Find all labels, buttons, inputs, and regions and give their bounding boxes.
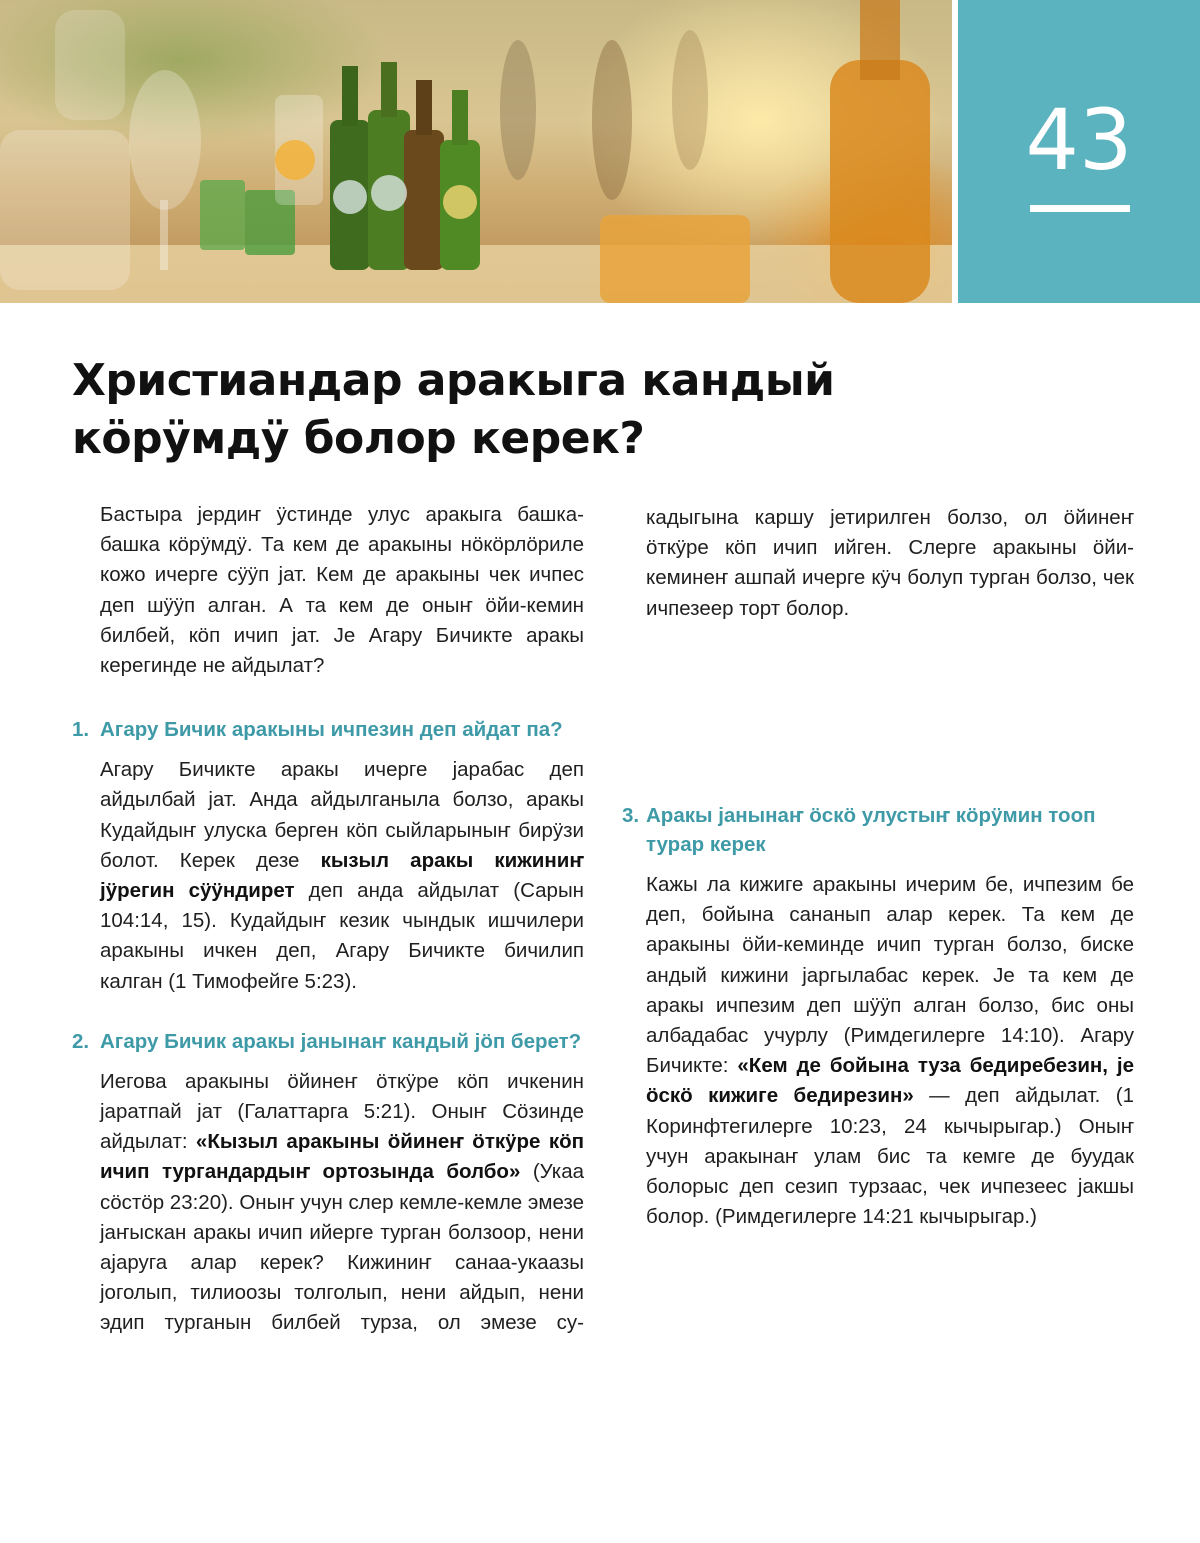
section-2-paragraph: [72, 1067, 584, 1339]
lesson-badge: [958, 0, 1200, 303]
lesson-number-underline: [1030, 205, 1130, 212]
page-title: Христиандар аракыга кандый кӧрӱмдӱ болор керек?: [72, 355, 835, 464]
right-column: [622, 503, 1134, 1232]
section-2-paragraph-left-part: [72, 1067, 584, 1339]
intro-paragraph: Бастыра јердиҥ ӱстинде улус аракыга башка-башка кӧрӱмдӱ. Та кем де аракыны нӧкӧрлӧриле кожо ичерге сӱӱп јат. Кем де аракыны чек ичпес деп шӱӱп алган. А та кем де оныҥ ӧйи-кемин билбей, кӧп ичип јат. Је Агару Бичикте аракы керегинде не айдылат?: [100, 503, 584, 678]
section-1-text-b: деп анда айдылат (Сарын 104:14, 15). Кудайдыҥ кезик чындык ишчилери аракыны ичкен деп, Агару Бичикте бичилип калган (1 Тимофейге 5:23).: [100, 879, 584, 993]
section-1-heading-text: Агару Бичик аракыны ичпезин деп айдат па?: [100, 718, 563, 742]
section-1-text-a: Агару Бичикте аракы ичерге јарабас деп айдылбай јат. Анда айдылганыла болзо, аракы Кудайдыҥ улуска берген кӧп сыйларыныҥ бирӱзи болот. Керек дезе: [100, 758, 584, 872]
section-2-heading: [72, 1027, 584, 1056]
section-3-text-a: Кажы ла кижиге аракыны ичерим бе, ичпезим бе деп, бойына сананып алар керек. Та кем де аракыны ӧйи-кеминде ичип турган болзо, биске андый кижини јаргылабас керек. Је та кем де аракы ичпезим деп шӱӱп алган болзо, бис оны албадабас учурлу (Римдегилерге 14:10). Агару Бичикте:: [646, 873, 1134, 1078]
hero-illustration: [0, 0, 952, 303]
lesson-number: 43: [1025, 91, 1133, 189]
hero-photo: [0, 0, 952, 303]
left-column: [72, 500, 584, 1339]
section-2-text-b-continued: кадыгына каршу јетирилген болзо, ол ӧйинеҥ ӧткӱре кӧп ичип ийген. Слерге аракыны ӧйи-кеминеҥ ашпай ичерге кӱч болуп турган болзо, чек ичпезеер торт болор.: [646, 506, 1134, 620]
section-1-heading: [72, 715, 584, 744]
section-3-heading: [622, 801, 1134, 859]
section-3-quote: «Кем де бойына туза бедиребезин, је ӧскӧ кижиге бедирезин»: [646, 1054, 1135, 1108]
section-2-heading-text: Агару Бичик аракы јанынаҥ кандый јӧп берет?: [100, 1029, 582, 1053]
section-1-number: 1.: [72, 718, 90, 742]
section-2-text-a: Иегова аракыны ӧйинеҥ ӧткӱре кӧп ичкенин јаратпай јат (Галаттарга 5:21). Оныҥ Сӧзинде айдылат:: [100, 1069, 584, 1154]
section-3-heading-text: Аракы јанынаҥ ӧскӧ улустыҥ кӧрӱмин тооп турар керек: [646, 804, 1096, 856]
section-1-quote: кызыл аракы кижиниҥ јӱрегин сӱӱндирет: [100, 848, 584, 903]
section-2-paragraph-continued: [622, 503, 1134, 624]
section-2-number: 2.: [72, 1029, 90, 1053]
section-1-paragraph: [72, 755, 584, 997]
section-3-paragraph: [622, 870, 1134, 1232]
section-3-text-b: — деп айдылат. (1 Коринфтегилерге 10:23, 24 кычырыгар.) Оныҥ учун аракынаҥ улам бис та кемге де буудак болорыс деп сезип турзаас, чек ичпезеес јакшы болор. (Римдегилерге 14:21 кычырыгар.): [646, 1084, 1135, 1229]
section-2-quote: «Кызыл аракыны ӧйинеҥ ӧткӱре кӧп ичип тургандардыҥ ортозында болбо»: [100, 1130, 584, 1184]
section-3-number: 3.: [622, 804, 640, 827]
section-2-text-b: (Укаа сӧстӧр 23:20). Оныҥ учун слер кемле-кемле эмезе јаҥыскан аракы ичип ийерге турган болзоор, нени ајаруга алар керек? Кижиниҥ санаа-укаазы јоголып, тилиоозы толголып, нени айдып, нени эдип турганын билбей турза, ол эмезе су-: [100, 1160, 584, 1335]
section-2-paragraph-right-part: [622, 503, 1134, 775]
